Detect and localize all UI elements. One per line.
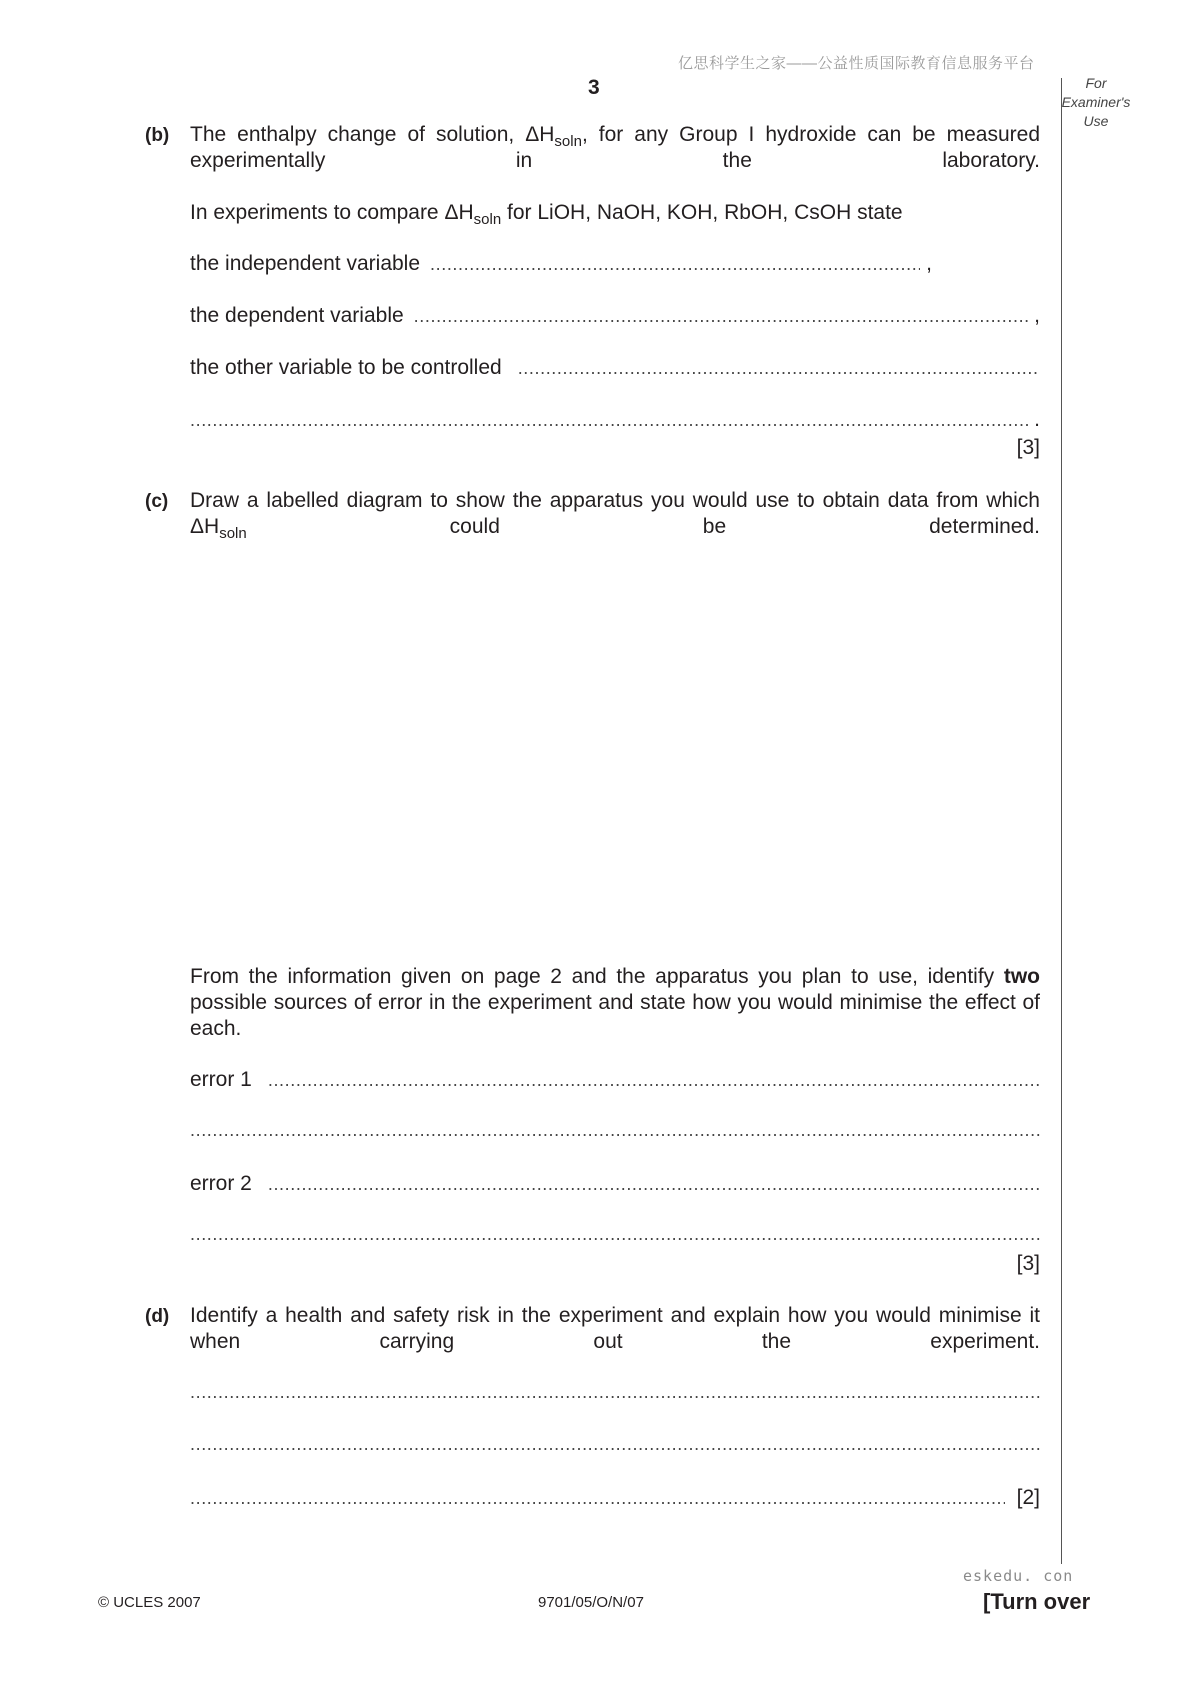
controlled-variable-answer-field-2[interactable]	[190, 410, 1028, 431]
safety-line-1	[190, 1382, 1040, 1408]
part-b-intro-text-a: The enthalpy change of solution, ΔH	[190, 123, 555, 146]
controlled-variable-label: the other variable to be controlled	[190, 356, 502, 379]
examiner-label-line3: Use	[1083, 113, 1109, 129]
examiner-label-line2: Examiner's	[1061, 94, 1131, 110]
part-c-intro-text-a: Draw a labelled diagram to show the apparatus you would use to obtain data from which ΔH	[190, 489, 1040, 538]
examiner-use-label	[1060, 74, 1132, 131]
controlled-variable-answer-field[interactable]	[518, 358, 1040, 379]
error-1-line	[190, 1068, 1040, 1094]
part-b-intro	[190, 122, 1040, 200]
part-b-compare-text-b: for LiOH, NaOH, KOH, RbOH, CsOH state	[501, 201, 903, 224]
part-b-intro-subscript: soln	[554, 133, 582, 150]
part-c-errors-intro	[190, 964, 1040, 1068]
error-1-answer-field[interactable]	[268, 1070, 1040, 1091]
independent-variable-answer-field[interactable]	[430, 254, 920, 275]
error-1-answer-field-2[interactable]	[190, 1120, 1040, 1141]
page-number: 3	[588, 76, 600, 99]
dependent-variable-line	[190, 304, 1040, 330]
part-b-compare-text-a: In experiments to compare ΔH	[190, 201, 474, 224]
independent-variable-label: the independent variable	[190, 252, 421, 275]
paper-code: 9701/05/O/N/07	[538, 1594, 644, 1611]
independent-variable-line	[190, 252, 932, 278]
error-2-answer-field[interactable]	[268, 1174, 1040, 1195]
error-1-label: error 1	[190, 1068, 252, 1091]
part-c-label: (c)	[145, 491, 169, 512]
part-c-errors-text-a: From the information given on page 2 and the apparatus you plan to use, identify	[190, 965, 1004, 988]
turn-over-label: [Turn over	[983, 1589, 1091, 1614]
part-c-errors-text-b: possible sources of error in the experiment and state how you would minimise the effect of each.	[190, 991, 1040, 1040]
part-b-compare-subscript: soln	[473, 211, 502, 228]
site-watermark: eskedu. con	[963, 1567, 1074, 1585]
examiner-margin-rule	[1061, 78, 1062, 1564]
controlled-variable-line-2	[190, 408, 1040, 434]
part-b-compare	[190, 200, 1040, 226]
part-c-intro-subscript: soln	[219, 525, 247, 542]
part-b-marks: [3]	[1016, 436, 1040, 459]
watermark-text: 亿思科学生之家——公益性质国际教育信息服务平台	[678, 55, 1035, 72]
part-b-intro-text-b: , for any Group I hydroxide can be measured experimentally in the laboratory.	[190, 123, 1040, 172]
error-2-answer-field-2[interactable]	[190, 1224, 1040, 1245]
safety-line-2	[190, 1434, 1040, 1460]
part-d-marks: [2]	[1016, 1486, 1040, 1509]
part-d-label: (d)	[145, 1306, 170, 1327]
controlled-variable-period: .	[1034, 408, 1040, 431]
safety-answer-field-1[interactable]	[190, 1382, 1040, 1403]
error-2-line	[190, 1172, 1040, 1198]
part-d-intro: Identify a health and safety risk in the experiment and explain how you would minimise it when carrying out the experiment.	[190, 1304, 1040, 1353]
diagram-drawing-area[interactable]	[190, 555, 1040, 945]
dependent-variable-label: the dependent variable	[190, 304, 404, 327]
dependent-variable-answer-field[interactable]	[414, 306, 1028, 327]
part-c-errors-bold: two	[1003, 965, 1040, 988]
controlled-variable-line	[190, 356, 1040, 382]
error-2-line-2	[190, 1224, 1040, 1250]
independent-variable-comma: ,	[926, 252, 932, 275]
part-c-intro-text-b: could be determined.	[246, 515, 1040, 538]
dependent-variable-comma: ,	[1034, 304, 1040, 327]
examiner-label-line1: For	[1085, 75, 1107, 91]
part-c-marks: [3]	[1016, 1252, 1040, 1275]
copyright-text: © UCLES 2007	[98, 1594, 201, 1611]
safety-answer-field-2[interactable]	[190, 1434, 1040, 1455]
error-2-label: error 2	[190, 1172, 252, 1195]
safety-line-3	[190, 1486, 1040, 1512]
part-b-label: (b)	[145, 125, 170, 146]
error-1-line-2	[190, 1120, 1040, 1146]
safety-answer-field-3[interactable]	[190, 1488, 1005, 1509]
